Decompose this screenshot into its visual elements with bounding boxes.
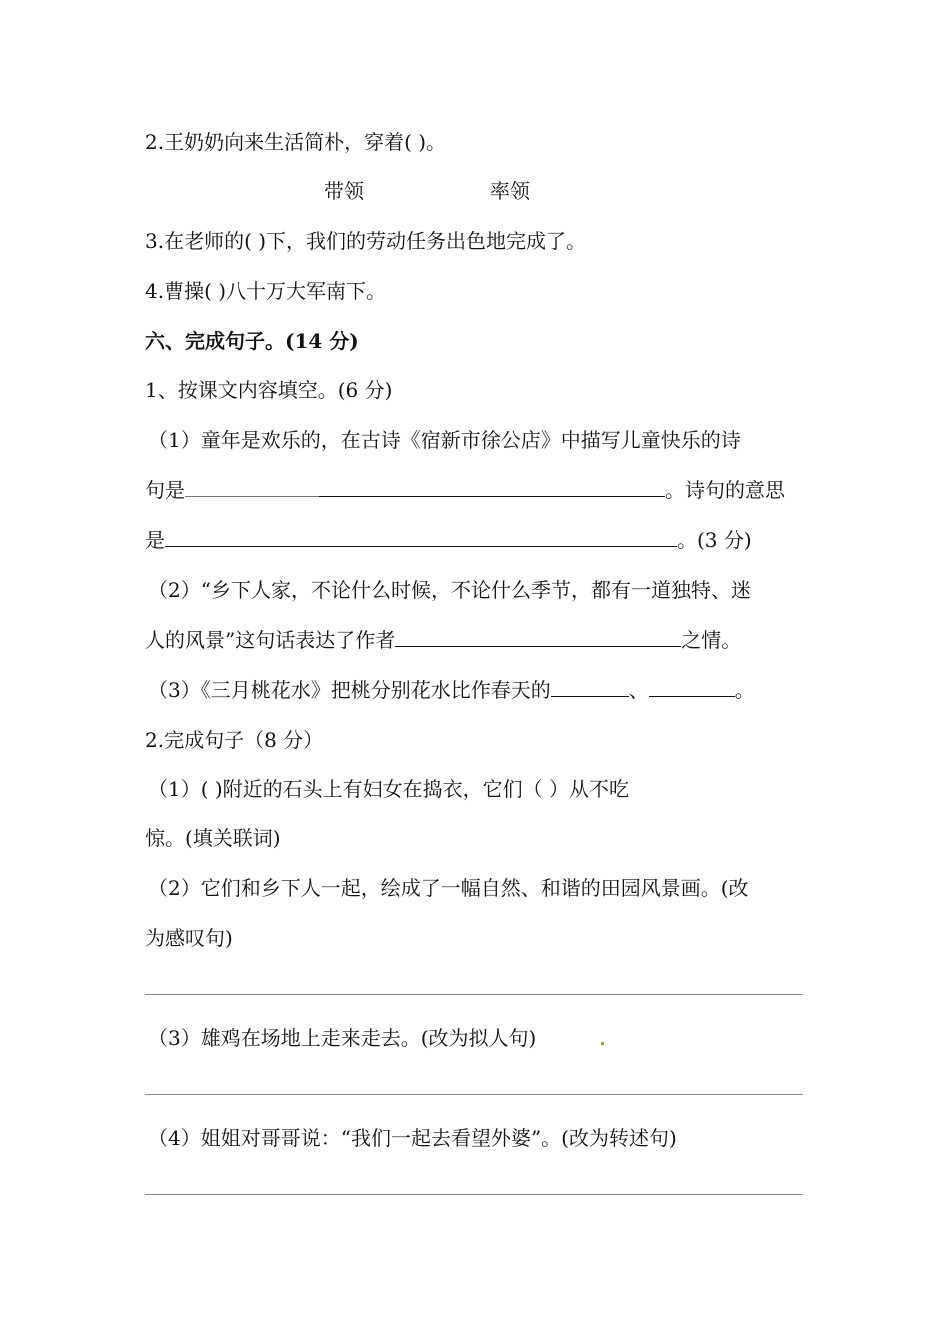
item-1-2-suffix: 之情。 [681, 628, 742, 652]
stray-mark [601, 1042, 604, 1045]
item-1-1-prefix: 句是 [145, 478, 185, 502]
answer-line-exclamatory[interactable] [145, 994, 803, 995]
answer-blank-metaphor-2[interactable] [649, 676, 735, 697]
question-3-text: 3.在老师的( )下，我们的劳动任务出色地完成了。 [145, 229, 587, 253]
item-2-4-line: （4）姐姐对哥哥说：“我们一起去看望外婆”。(改为转述句) [148, 1126, 677, 1150]
answer-line-personification[interactable] [145, 1094, 803, 1095]
item-1-2-line-2 [145, 626, 741, 654]
word-option-daling: 带领 [324, 179, 364, 203]
answer-line-indirect-speech[interactable] [145, 1194, 803, 1195]
item-1-1-line-1: （1）童年是欢乐的，在古诗《宿新市徐公店》中描写儿童快乐的诗 [148, 428, 741, 452]
item-1-1-line-2 [145, 476, 785, 504]
item-1-3-line [148, 676, 755, 704]
item-1-1-suffix: 。诗句的意思 [665, 478, 785, 502]
answer-blank-metaphor-1[interactable] [551, 676, 629, 697]
item-2-1-line-2: 惊。(填关联词) [145, 826, 281, 850]
item-1-1-meaning-prefix: 是 [145, 528, 165, 552]
answer-blank-poem-part-a[interactable] [185, 476, 319, 497]
item-1-2-prefix: 人的风景”这句话表达了作者 [145, 628, 396, 652]
item-2-2-line-1: （2）它们和乡下人一起，绘成了一幅自然、和谐的田园风景画。(改 [148, 876, 749, 900]
question-2-text: 2.王奶奶向来生活简朴，穿着( )。 [145, 130, 447, 154]
answer-blank-poem-meaning[interactable] [165, 526, 677, 547]
item-2-2-line-2: 为感叹句) [145, 926, 233, 950]
word-option-shuailing: 率领 [490, 179, 530, 203]
item-1-1-meaning-suffix: 。(3 分) [677, 528, 752, 552]
answer-blank-author-feeling[interactable] [395, 626, 681, 647]
part-1-title: 1、按课文内容填空。(6 分) [145, 378, 393, 402]
question-4-text: 4.曹操( )八十万大军南下。 [145, 279, 387, 303]
item-1-3-separator: 、 [628, 678, 649, 702]
item-2-3-line: （3）雄鸡在场地上走来走去。(改为拟人句) [148, 1026, 537, 1050]
item-1-3-suffix: 。 [734, 678, 755, 702]
section-6-heading: 六、完成句子。(14 分) [145, 329, 359, 353]
item-1-2-line-1: （2）“乡下人家，不论什么时候，不论什么季节，都有一道独特、迷 [148, 578, 751, 602]
item-2-1-line-1: （1）( )附近的石头上有妇女在捣衣，它们（ ）从不吃 [148, 777, 630, 801]
part-2-title: 2.完成句子（8 分） [145, 728, 324, 752]
item-1-1-line-3 [145, 526, 752, 554]
item-1-3-prefix: （3）《三月桃花水》把桃分别花水比作春天的 [148, 678, 551, 702]
answer-blank-poem-part-b[interactable] [319, 476, 665, 497]
